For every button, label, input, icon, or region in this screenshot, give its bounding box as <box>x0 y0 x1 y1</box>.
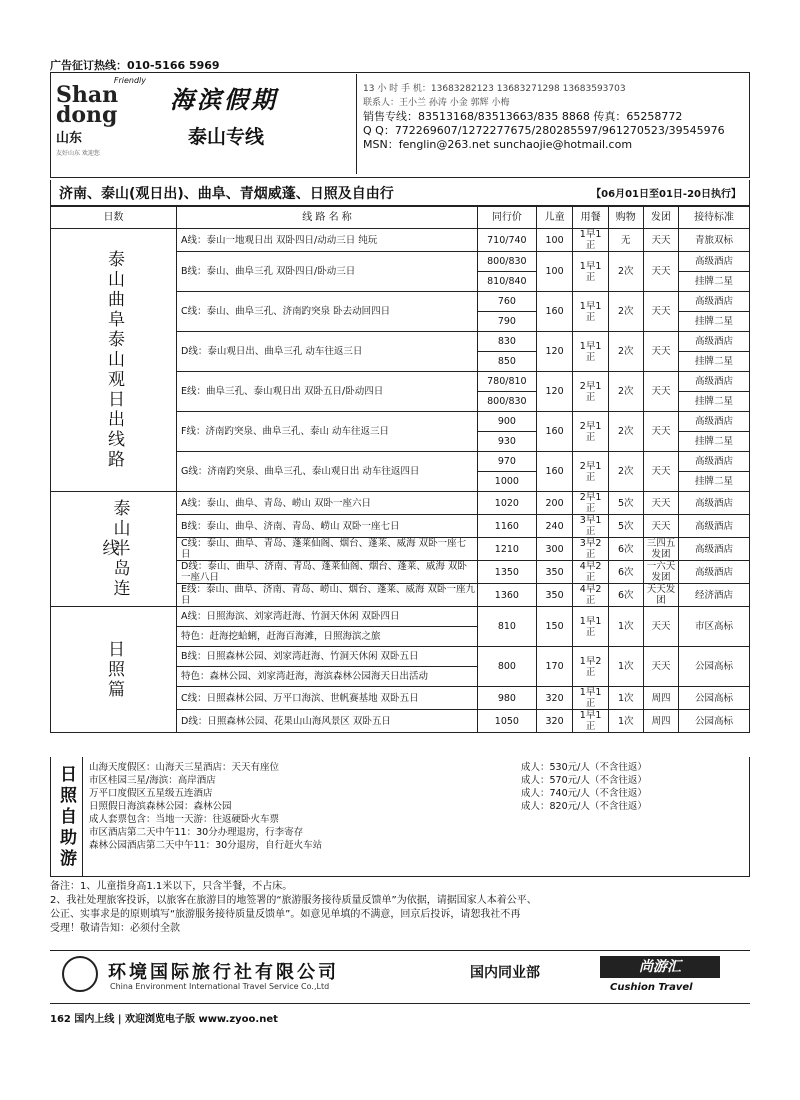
route-banner <box>50 180 750 206</box>
price-cell: 1350 <box>478 561 537 584</box>
standard-cell: 公园高标 <box>679 647 750 687</box>
free-travel-lines <box>89 761 322 852</box>
dep-cell: 天天 <box>643 647 678 687</box>
meal-cell: 2早1正 <box>573 452 608 492</box>
standard-cell: 挂牌二星 <box>679 472 750 492</box>
price-cell: 760 <box>478 292 537 312</box>
route-name: C线：泰山、曲阜、青岛、蓬莱仙阁、烟台、蓬莱、威海 双卧一座七日 <box>177 538 478 561</box>
child-cell: 160 <box>536 452 573 492</box>
standard-cell: 公园高标 <box>679 710 750 733</box>
route-feature: 特色：森林公园、刘家湾赶海，海滨森林公园海天日出活动 <box>177 667 478 687</box>
dep-cell: 天天 <box>643 492 678 515</box>
meal-cell: 3早1正 <box>573 515 608 538</box>
ad-hotline: 广告征订热线：010-5166 5969 <box>50 59 220 72</box>
logo-tag: 友好山东 欢迎您 <box>56 150 100 157</box>
cushion-logo: 尚游汇 <box>600 956 720 978</box>
standard-cell: 高级酒店 <box>679 372 750 392</box>
dep-cell: 天天 <box>643 229 678 252</box>
dep-cell: 天天 <box>643 412 678 452</box>
free-travel-prices <box>521 761 647 813</box>
price-cell: 1020 <box>478 492 537 515</box>
route-name: C线：泰山、曲阜三孔、济南趵突泉 卧去动回四日 <box>177 292 478 332</box>
route-name: A线：日照海滨、刘家湾赶海、竹洞天休闲 双卧四日 <box>177 607 478 627</box>
shandong-logo <box>56 76 156 157</box>
col-header: 线 路 名 称 <box>177 207 478 229</box>
dep-cell: 天天 <box>643 372 678 412</box>
child-cell: 320 <box>536 710 573 733</box>
col-header: 用餐 <box>573 207 608 229</box>
meal-cell: 2早1正 <box>573 492 608 515</box>
route-name: E线：泰山、曲阜、济南、青岛、崂山、烟台、蓬莱、威海 双卧一座九日 <box>177 584 478 607</box>
note-line: 公正、实事求是的原则填写“旅游服务接待质量反馈单”。如意见单填的不满意，回京后投诉，请恕我社不再 <box>50 909 521 920</box>
route-banner-title: 济南、泰山(观日出)、曲阜、青烟威蓬、日照及自由行 <box>59 185 394 202</box>
dep-cell: 天天 <box>643 292 678 332</box>
route-name: D线：日照森林公园、花果山山海风景区 双卧五日 <box>177 710 478 733</box>
meal-cell: 2早1正 <box>573 372 608 412</box>
price-cell: 780/810 <box>478 372 537 392</box>
child-cell: 100 <box>536 229 573 252</box>
price-cell: 1160 <box>478 515 537 538</box>
shop-cell: 2次 <box>608 372 643 412</box>
col-header: 同行价 <box>478 207 537 229</box>
free-travel-line: 市区酒店第二天中午11：30分办理退房，行李寄存 <box>89 827 304 838</box>
dep-cell: 三四五发团 <box>643 538 678 561</box>
free-travel-line: 万平口度假区五星级五连酒店 <box>89 788 213 799</box>
contact-line: Q Q：772269607/1272277675/280285597/961270523/39545976 <box>363 124 725 137</box>
free-travel-price: 成人：530元/人（不含往返） <box>521 762 647 773</box>
shop-cell: 6次 <box>608 561 643 584</box>
child-cell: 350 <box>536 561 573 584</box>
shop-cell: 2次 <box>608 252 643 292</box>
standard-cell: 高级酒店 <box>679 252 750 272</box>
child-cell: 320 <box>536 687 573 710</box>
price-cell: 800 <box>478 647 537 687</box>
standard-cell: 市区高标 <box>679 607 750 647</box>
cushion-logo-en: Cushion Travel <box>610 982 693 993</box>
shop-cell: 2次 <box>608 332 643 372</box>
shop-cell: 2次 <box>608 412 643 452</box>
child-cell: 100 <box>536 252 573 292</box>
dep-cell: 天天 <box>643 332 678 372</box>
route-table <box>50 206 750 733</box>
page-footer: 162 国内上线 | 欢迎浏览电子版 www.zyoo.net <box>50 1014 278 1025</box>
route-name: F线：济南趵突泉、曲阜三孔、泰山 动车往返三日 <box>177 412 478 452</box>
route-name: D线：泰山观日出、曲阜三孔 动车往返三日 <box>177 332 478 372</box>
meal-cell: 2早1正 <box>573 412 608 452</box>
route-name: B线：泰山、曲阜、济南、青岛、崂山 双卧一座七日 <box>177 515 478 538</box>
logo-friendly: Friendly <box>113 76 146 85</box>
meal-cell: 1早1正 <box>573 687 608 710</box>
standard-cell: 挂牌二星 <box>679 352 750 372</box>
price-cell: 810/840 <box>478 272 537 292</box>
price-cell: 800/830 <box>478 392 537 412</box>
dep-cell: 天天 <box>643 452 678 492</box>
price-cell: 930 <box>478 432 537 452</box>
shop-cell: 1次 <box>608 687 643 710</box>
dep-cell: 一六天发团 <box>643 561 678 584</box>
contact-line: MSN：fenglin@263.net sunchaojie@hotmail.com <box>363 138 633 151</box>
logo-cn: 山东 <box>56 131 83 146</box>
note-line: 备注：1、儿童指身高1.1米以下，只含半餐，不占床。 <box>50 881 293 892</box>
free-travel-price: 成人：820元/人（不含往返） <box>521 801 647 812</box>
price-cell: 1210 <box>478 538 537 561</box>
child-cell: 170 <box>536 647 573 687</box>
col-header: 儿童 <box>536 207 573 229</box>
meal-cell: 1早2正 <box>573 647 608 687</box>
standard-cell: 经济酒店 <box>679 584 750 607</box>
child-cell: 300 <box>536 538 573 561</box>
child-cell: 120 <box>536 332 573 372</box>
route-name: G线：济南趵突泉、曲阜三孔、泰山观日出 动车往返四日 <box>177 452 478 492</box>
route-name: E线：曲阜三孔、泰山观日出 双卧五日/卧动四日 <box>177 372 478 412</box>
contact-line: 联系人：王小兰 孙涛 小金 郭辉 小梅 <box>363 98 510 108</box>
meal-cell: 1早1正 <box>573 252 608 292</box>
free-travel-line: 日照假日海滨森林公园：森林公园 <box>89 801 232 812</box>
shop-cell: 6次 <box>608 584 643 607</box>
meal-cell: 1早1正 <box>573 710 608 733</box>
child-cell: 240 <box>536 515 573 538</box>
price-cell: 830 <box>478 332 537 352</box>
dep-cell: 天天 <box>643 252 678 292</box>
brand-title: 海滨假期 <box>170 86 278 114</box>
route-banner-date: 【06月01日至01日-20日执行】 <box>591 189 741 200</box>
price-cell: 1000 <box>478 472 537 492</box>
meal-cell: 1早1正 <box>573 292 608 332</box>
price-cell: 800/830 <box>478 252 537 272</box>
dep-cell: 周四 <box>643 687 678 710</box>
route-feature: 特色：赶海挖蛤蜊，赶海百海滩，日照海滨之旅 <box>177 627 478 647</box>
price-cell: 970 <box>478 452 537 472</box>
standard-cell: 高级酒店 <box>679 561 750 584</box>
standard-cell: 高级酒店 <box>679 412 750 432</box>
logo-en-1: Shan <box>56 82 119 108</box>
shop-cell: 2次 <box>608 452 643 492</box>
shop-cell: 2次 <box>608 292 643 332</box>
agency-name-en: China Environment International Travel Service Co.,Ltd <box>110 982 330 991</box>
free-travel-title: 日照自助游 <box>51 757 83 877</box>
standard-cell: 公园高标 <box>679 687 750 710</box>
child-cell: 160 <box>536 412 573 452</box>
standard-cell: 高级酒店 <box>679 332 750 352</box>
free-travel-line: 市区桂园三星/海滨：高岸酒店 <box>89 775 216 786</box>
subtitle: 泰山专线 <box>188 126 265 148</box>
section-title: 泰山曲阜泰山观日出线路 <box>51 229 177 492</box>
price-cell: 1050 <box>478 710 537 733</box>
standard-cell: 高级酒店 <box>679 538 750 561</box>
free-travel-price: 成人：740元/人（不含往返） <box>521 788 647 799</box>
agency-dept: 国内同业部 <box>470 965 540 981</box>
contact-line: 13 小 时 手 机：13683282123 13683271298 13683593703 <box>363 84 626 94</box>
standard-cell: 挂牌二星 <box>679 432 750 452</box>
route-name: A线：泰山、曲阜、青岛、崂山 双卧一座六日 <box>177 492 478 515</box>
table-row <box>51 229 750 252</box>
free-travel-box <box>50 757 750 877</box>
table-header-row <box>51 207 750 229</box>
meal-cell: 1早1正 <box>573 607 608 647</box>
free-travel-line: 森林公园酒店第二天中午11：30分退房，自行赶火车站 <box>89 840 323 851</box>
contact-line: 销售专线：83513168/83513663/835 8868 传真：65258772 <box>363 110 683 123</box>
standard-cell: 挂牌二星 <box>679 312 750 332</box>
meal-cell: 3早2正 <box>573 538 608 561</box>
note-line: 受理！敬请告知：必须付全款 <box>50 923 180 934</box>
col-header: 发团 <box>643 207 678 229</box>
standard-cell: 挂牌二星 <box>679 392 750 412</box>
standard-cell: 高级酒店 <box>679 452 750 472</box>
agency-emblem-icon <box>62 956 98 992</box>
free-travel-line: 山海天度假区：山海天三星酒店：天天有座位 <box>89 762 280 773</box>
route-name: D线：泰山、曲阜、济南、青岛、蓬莱仙阁、烟台、蓬莱、威海 双卧一座八日 <box>177 561 478 584</box>
child-cell: 160 <box>536 292 573 332</box>
route-name: C线：日照森林公园、万平口海滨、世帆赛基地 双卧五日 <box>177 687 478 710</box>
free-travel-price: 成人：570元/人（不含往返） <box>521 775 647 786</box>
standard-cell: 青旅双标 <box>679 229 750 252</box>
dep-cell: 周四 <box>643 710 678 733</box>
section-title: 日照篇 <box>51 607 177 733</box>
col-header: 日数 <box>51 207 177 229</box>
price-cell: 900 <box>478 412 537 432</box>
standard-cell: 高级酒店 <box>679 515 750 538</box>
note-line: 2、我社处理旅客投诉，以旅客在旅游目的地签署的“旅游服务接待质量反馈单”为依据，请据国家人本着公平、 <box>50 895 537 906</box>
child-cell: 350 <box>536 584 573 607</box>
meal-cell: 4早2正 <box>573 561 608 584</box>
shop-cell: 5次 <box>608 492 643 515</box>
shop-cell: 无 <box>608 229 643 252</box>
standard-cell: 高级酒店 <box>679 492 750 515</box>
route-name: B线：泰山、曲阜三孔 双卧四日/卧动三日 <box>177 252 478 292</box>
price-cell: 810 <box>478 607 537 647</box>
child-cell: 200 <box>536 492 573 515</box>
contact-box <box>356 74 748 174</box>
col-header: 购物 <box>608 207 643 229</box>
standard-cell: 高级酒店 <box>679 292 750 312</box>
price-cell: 710/740 <box>478 229 537 252</box>
table-row <box>51 492 750 515</box>
child-cell: 150 <box>536 607 573 647</box>
standard-cell: 挂牌二星 <box>679 272 750 292</box>
table-row <box>51 607 750 627</box>
route-name: A线：泰山一地观日出 双卧四日/动动三日 纯玩 <box>177 229 478 252</box>
agency-name: 环境国际旅行社有限公司 <box>108 962 339 983</box>
notes <box>50 880 750 936</box>
price-cell: 980 <box>478 687 537 710</box>
free-travel-line: 成人套票包含：当地一天游：往返硬卧火车票 <box>89 814 280 825</box>
price-cell: 790 <box>478 312 537 332</box>
meal-cell: 4早2正 <box>573 584 608 607</box>
price-cell: 850 <box>478 352 537 372</box>
shop-cell: 5次 <box>608 515 643 538</box>
shop-cell: 1次 <box>608 647 643 687</box>
meal-cell: 1早1正 <box>573 229 608 252</box>
dep-cell: 天天发团 <box>643 584 678 607</box>
dep-cell: 天天 <box>643 607 678 647</box>
shop-cell: 1次 <box>608 607 643 647</box>
route-name: B线：日照森林公园、刘家湾赶海、竹洞天休闲 双卧五日 <box>177 647 478 667</box>
dep-cell: 天天 <box>643 515 678 538</box>
meal-cell: 1早1正 <box>573 332 608 372</box>
section-title: 泰山半岛连线 <box>51 492 177 607</box>
shop-cell: 6次 <box>608 538 643 561</box>
price-cell: 1360 <box>478 584 537 607</box>
child-cell: 120 <box>536 372 573 412</box>
shop-cell: 1次 <box>608 710 643 733</box>
col-header: 接待标准 <box>679 207 750 229</box>
logo-en-2: dong <box>56 102 118 128</box>
